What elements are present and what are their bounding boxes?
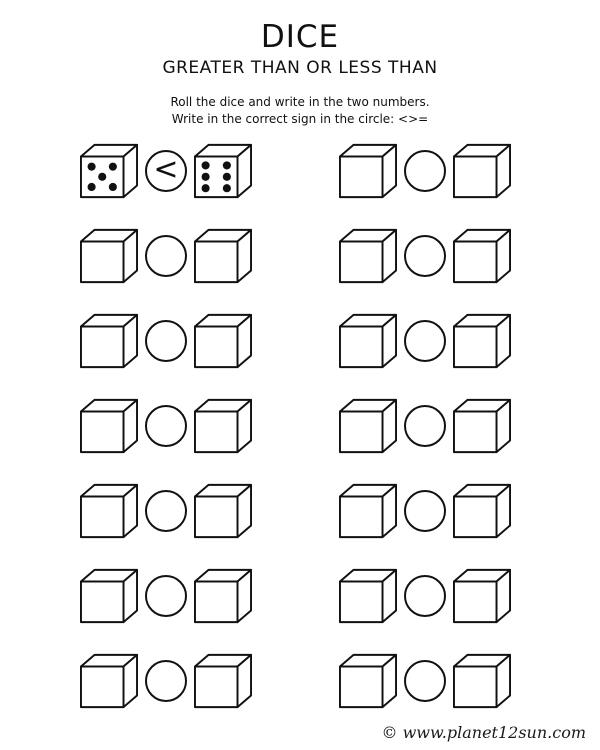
instruction-line-2: Write in the correct sign in the circle: <>= xyxy=(171,112,429,126)
dice-row xyxy=(337,652,513,710)
blank-die-right xyxy=(451,142,513,200)
blank-die-left xyxy=(78,482,140,540)
answer-circle xyxy=(404,150,446,192)
answer-circle xyxy=(404,660,446,702)
blank-die-right xyxy=(192,652,254,710)
dice-row xyxy=(337,397,513,455)
blank-die-right xyxy=(192,482,254,540)
blank-die-left xyxy=(78,567,140,625)
dice-row xyxy=(78,397,254,455)
page-footer xyxy=(382,723,587,742)
blank-die-right xyxy=(192,567,254,625)
instruction-line-1: Roll the dice and write in the two numbers. xyxy=(170,95,430,109)
blank-die-left xyxy=(337,652,399,710)
answer-circle xyxy=(145,490,187,532)
dice-row xyxy=(78,312,254,370)
sign-circle xyxy=(145,150,187,192)
dice-row xyxy=(78,567,254,625)
answer-circle xyxy=(145,235,187,277)
answer-circle xyxy=(404,405,446,447)
dice-row xyxy=(337,482,513,540)
dice-row xyxy=(337,142,513,200)
blank-die-left xyxy=(337,312,399,370)
blank-die-left xyxy=(78,227,140,285)
blank-die-left xyxy=(337,567,399,625)
blank-die-right xyxy=(451,312,513,370)
blank-die-right xyxy=(451,397,513,455)
blank-die-right xyxy=(451,567,513,625)
blank-die-left xyxy=(337,397,399,455)
answer-circle xyxy=(145,405,187,447)
blank-die-left xyxy=(78,312,140,370)
blank-die-right xyxy=(192,312,254,370)
answer-circle xyxy=(145,660,187,702)
dice-row xyxy=(337,567,513,625)
blank-die-left xyxy=(337,142,399,200)
page-subtitle: GREATER THAN OR LESS THAN xyxy=(162,58,438,78)
instructions xyxy=(0,94,600,128)
dice-row xyxy=(337,312,513,370)
answer-circle xyxy=(404,320,446,362)
page-title: DICE xyxy=(260,19,340,55)
blank-die-right xyxy=(451,652,513,710)
answer-circle xyxy=(404,235,446,277)
dice-row xyxy=(337,227,513,285)
blank-die-left xyxy=(337,227,399,285)
dice-row xyxy=(78,652,254,710)
dice-row xyxy=(78,482,254,540)
example-die-five xyxy=(78,142,140,200)
blank-die-right xyxy=(192,227,254,285)
blank-die-left xyxy=(78,652,140,710)
blank-die-right xyxy=(451,227,513,285)
blank-die-right xyxy=(192,397,254,455)
worksheet-grid xyxy=(78,142,513,710)
right-column xyxy=(337,142,513,710)
blank-die-right xyxy=(451,482,513,540)
example-die-six xyxy=(192,142,254,200)
example-row xyxy=(78,142,254,200)
worksheet-header xyxy=(0,0,600,128)
answer-circle xyxy=(145,575,187,617)
left-column xyxy=(78,142,254,710)
answer-circle xyxy=(404,575,446,617)
dice-row xyxy=(78,227,254,285)
less-than-sign: < xyxy=(153,152,179,187)
blank-die-left xyxy=(337,482,399,540)
answer-circle xyxy=(404,490,446,532)
copyright: © www.planet12sun.com xyxy=(381,723,586,742)
answer-circle xyxy=(145,320,187,362)
blank-die-left xyxy=(78,397,140,455)
